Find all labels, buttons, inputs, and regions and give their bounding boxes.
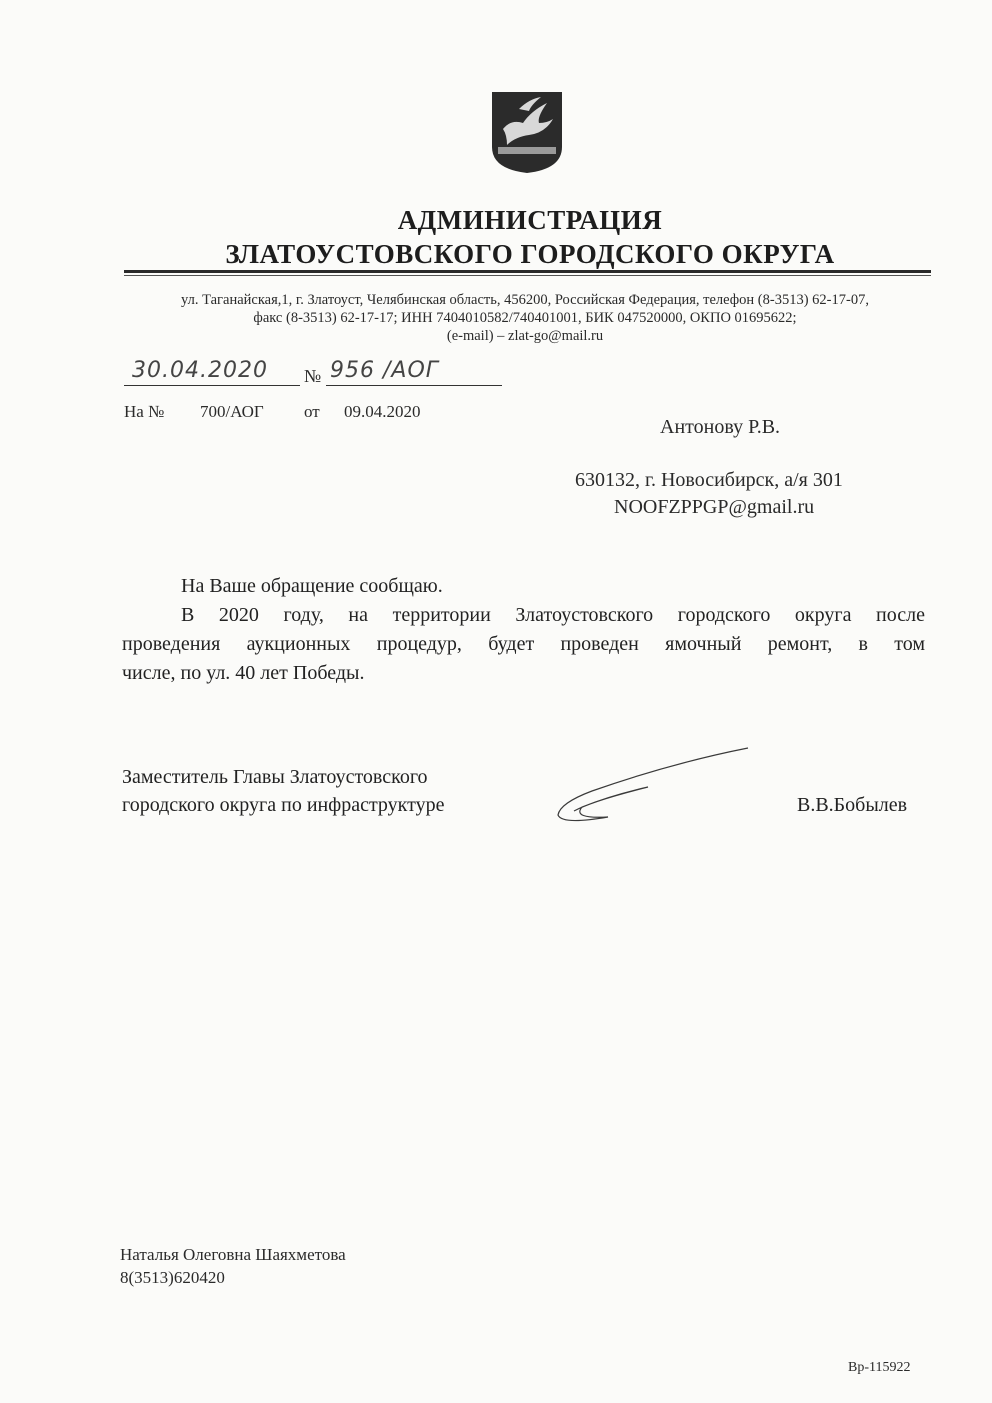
executor-name: Наталья Олеговна Шаяхметова (120, 1245, 346, 1264)
reply-date: 09.04.2020 (344, 402, 421, 421)
org-title-line2: ЗЛАТОУСТОВСКОГО ГОРОДСКОГО ОКРУГА (225, 239, 835, 269)
signatory-title-line1: Заместитель Главы Златоустовского (122, 766, 428, 788)
org-title-line1: АДМИНИСТРАЦИЯ (397, 205, 663, 235)
signatory-name: В.В.Бобылев (797, 794, 908, 816)
executor-phone: 8(3513)620420 (120, 1268, 225, 1287)
header-divider (124, 270, 931, 273)
body-line3: числе, по ул. 40 лет Победы. (122, 662, 365, 684)
date-underline (124, 385, 300, 386)
header-divider-thin (124, 275, 931, 276)
document-code: Вр-115922 (848, 1360, 911, 1375)
reply-prefix: На № (124, 402, 165, 421)
city-emblem-icon (489, 89, 565, 175)
recipient-email: NOOFZPPGP@gmail.ru (614, 496, 815, 518)
address-line3: (e-mail) – zlat-go@mail.ru (446, 328, 604, 344)
reply-number: 700/АОГ (200, 402, 264, 421)
handwritten-signature (552, 745, 752, 827)
registration-date: 30.04.2020 (132, 358, 268, 383)
recipient-name: Антонову Р.В. (660, 416, 781, 438)
address-line2: факс (8-3513) 62-17-17; ИНН 7404010582/740401001, БИК 047520000, ОКПО 01695622; (253, 310, 797, 326)
number-underline (326, 385, 502, 386)
body-line1: В 2020 году, на территории Златоустовского городского округа после (181, 604, 925, 626)
registration-number: 956 /АОГ (330, 358, 440, 383)
body-line2: проведения аукционных процедур, будет проведен ямочный ремонт, в том (122, 633, 925, 655)
signatory-title-line2: городского округа по инфраструктуре (122, 794, 445, 816)
body-intro: На Ваше обращение сообщаю. (181, 575, 443, 597)
reply-from-label: от (304, 402, 320, 421)
number-sign: № (304, 366, 322, 386)
recipient-address: 630132, г. Новосибирск, а/я 301 (575, 469, 843, 491)
address-line1: ул. Таганайская,1, г. Златоуст, Челябинская область, 456200, Российская Федерация, телефон (8-3513) 62-17-07, (181, 292, 869, 308)
